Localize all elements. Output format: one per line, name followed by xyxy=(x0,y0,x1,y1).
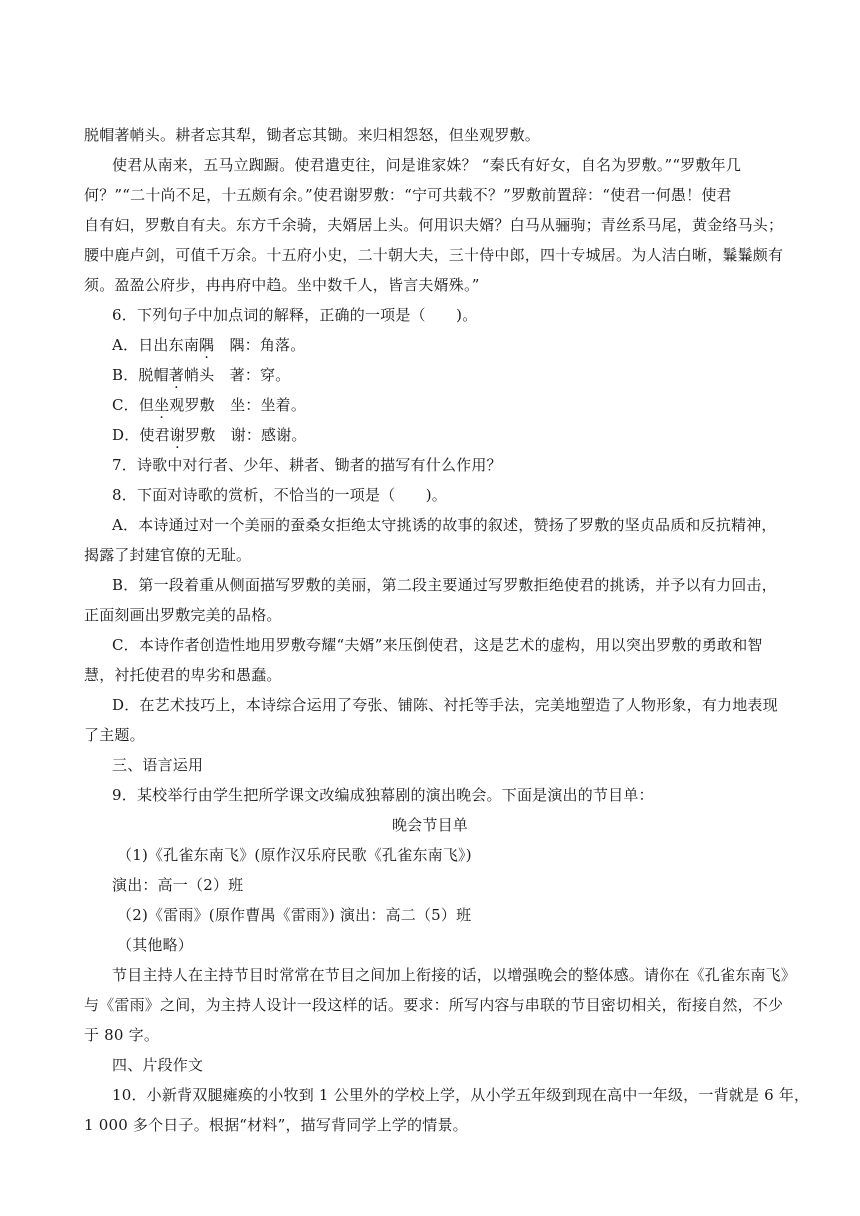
q9-instruction: 节目主持人在主持节目时常常在节目之间加上衔接的话，以增强晚会的整体感。请你在《孔雀东南飞》 xyxy=(112,966,797,984)
poem-line: 何？”“二十尚不足，十五颇有余。”使君谢罗敷：“宁可共载不？”罗敷前置辞：“使君一何愚！使君 xyxy=(84,186,732,204)
q8-option-d: D．在艺术技巧上，本诗综合运用了夸张、铺陈、衬托等手法，完美地塑造了人物形象，有力地表现 xyxy=(112,696,778,714)
q8-option-b: B．第一段着重从侧面描写罗敷的美丽，第二段主要通过写罗敷拒绝使君的挑诱，并予以有力回击， xyxy=(112,576,777,594)
question-10: 10．小新背双腿瘫痪的小牧到 1 公里外的学校上学，从小学五年级到现在高中一年级，一背就是 6 年， xyxy=(112,1086,810,1104)
program-item-2: （2)《雷雨》(原作曹禺《雷雨》) 演出：高二（5）班 xyxy=(117,906,472,924)
question-6: 6．下列句子中加点词的解释，正确的一项是（ )。 xyxy=(112,306,478,324)
q8-option-c-cont: 慧，衬托使君的卑劣和愚蠢。 xyxy=(84,666,282,684)
option-c: C．但坐观罗敷 坐：坐着。 xyxy=(112,396,307,414)
section-heading-4: 四、片段作文 xyxy=(112,1056,204,1074)
poem-line: 自有妇，罗敷自有夫。东方千余骑，夫婿居上头。何用识夫婿？白马从骊驹；青丝系马尾，黄金络马头； xyxy=(84,216,784,234)
dotted-word: 著 xyxy=(168,366,185,384)
poem-line: 须。盈盈公府步，冉冉府中趋。坐中数千人，皆言夫婿殊。” xyxy=(84,276,480,294)
question-9: 9．某校举行由学生把所学课文改编成独幕剧的演出晚会。下面是演出的节目单： xyxy=(112,786,654,804)
q8-option-d-cont: 了主题。 xyxy=(84,726,145,744)
question-8: 8．下面对诗歌的赏析，不恰当的一项是（ )。 xyxy=(112,486,447,504)
program-others: （其他略） xyxy=(117,936,194,954)
program-item-1: （1)《孔雀东南飞》(原作汉乐府民歌《孔雀东南飞》) xyxy=(117,846,472,864)
poem-paragraph-start: 使君从南来，五马立踟蹰。使君遣吏往，问是谁家姝？ “秦氏有好女，自名为罗敷。”“罗敷年几 xyxy=(112,156,742,174)
question-10-cont: 1 000 多个日子。根据“材料”，描写背同学上学的情景。 xyxy=(84,1116,468,1134)
dotted-word: 坐 xyxy=(154,396,170,414)
q9-instruction-cont: 于 80 字。 xyxy=(84,1026,160,1044)
option-b: B．脱帽著帩头 著：穿。 xyxy=(112,366,291,384)
question-7: 7．诗歌中对行者、少年、耕者、锄者的描写有什么作用？ xyxy=(112,456,502,474)
dotted-word: 隅 xyxy=(199,336,215,354)
q8-option-b-cont: 正面刻画出罗敷完美的品格。 xyxy=(84,606,282,624)
q9-instruction-cont: 与《雷雨》之间，为主持人设计一段这样的话。要求：所写内容与串联的节目密切相关，衔接自然，不少 xyxy=(84,996,784,1014)
poem-line: 腰中鹿卢剑，可值千万余。十五府小史，二十朝大夫，三十侍中郎，四十专城居。为人洁白晰，鬑鬑颇有 xyxy=(84,246,784,264)
option-d: D．使君谢罗敷 谢：感谢。 xyxy=(112,426,307,444)
q8-option-a-cont: 揭露了封建官僚的无耻。 xyxy=(84,546,252,564)
program-title: 晚会节目单 xyxy=(391,816,468,834)
program-item-1-performer: 演出：高一（2）班 xyxy=(112,876,244,894)
q8-option-c: C．本诗作者创造性地用罗敷夸耀“夫婿”来压倒使君，这是艺术的虚构，用以突出罗敷的勇敢和智 xyxy=(112,636,763,654)
q8-option-a: A．本诗通过对一个美丽的蚕桑女拒绝太守挑诱的故事的叙述，赞扬了罗敷的坚贞品质和反抗精神， xyxy=(112,516,777,534)
option-a: A．日出东南隅 隅：角落。 xyxy=(112,336,306,354)
section-heading-3: 三、语言运用 xyxy=(112,756,204,774)
poem-line: 脱帽著帩头。耕者忘其犁，锄者忘其锄。来归相怨怒，但坐观罗敷。 xyxy=(84,126,541,144)
dotted-word: 谢 xyxy=(169,426,186,444)
